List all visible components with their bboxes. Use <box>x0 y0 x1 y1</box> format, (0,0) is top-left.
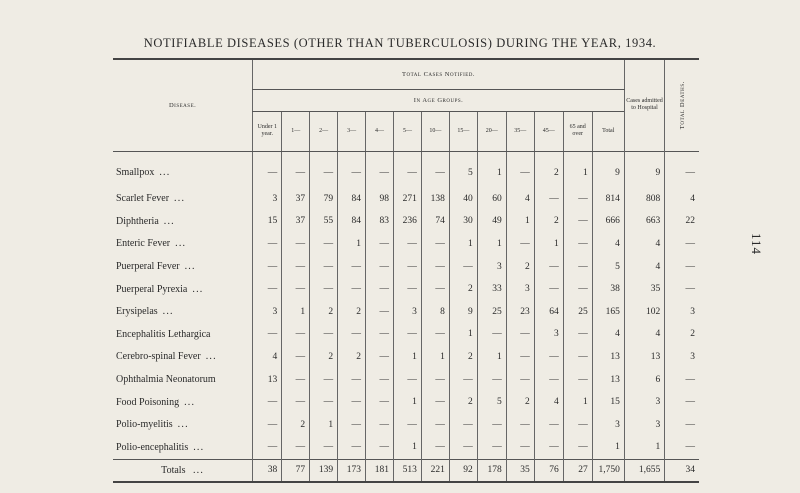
age-group-cell: — <box>534 368 563 391</box>
table-body <box>113 151 699 482</box>
age-group-cell: 1 <box>477 233 506 256</box>
age-group-cell: 98 <box>366 188 394 211</box>
age-group-cell: 2 <box>282 413 310 436</box>
total-deaths-label: Total Deaths. <box>678 81 686 130</box>
age-group-cell: 2 <box>534 151 563 188</box>
age-group-cell: — <box>366 300 394 323</box>
admitted-cell: 663 <box>624 210 664 233</box>
age-group-cell: — <box>506 151 534 188</box>
age-group-cell: — <box>253 323 282 346</box>
age-group-cell: 2 <box>449 391 477 414</box>
disease-name: Enteric Fever <box>116 238 171 250</box>
age-group-cell: 236 <box>393 210 421 233</box>
age-group-cell: 33 <box>477 278 506 301</box>
age-group-cell: 60 <box>477 188 506 211</box>
totals-label-cell <box>113 459 253 482</box>
age-group-cell: — <box>421 413 449 436</box>
age-group-cell: — <box>506 413 534 436</box>
deaths-cell: — <box>665 278 699 301</box>
age-group-cell: — <box>534 188 563 211</box>
totals-age-group-cell: 77 <box>282 459 310 482</box>
leader-dots: ... <box>205 351 217 363</box>
age-group-cell: — <box>477 436 506 459</box>
age-group-cell: — <box>310 323 338 346</box>
age-group-cell: — <box>421 368 449 391</box>
disease-name: Cerebro-spinal Fever <box>116 351 201 363</box>
age-group-cell: — <box>338 323 366 346</box>
age-group-cell: — <box>563 368 592 391</box>
age-group-cell: — <box>282 278 310 301</box>
age-group-cell: 15 <box>253 210 282 233</box>
age-group-cell: — <box>366 151 394 188</box>
age-group-cell: 64 <box>534 300 563 323</box>
disease-name-cell <box>113 278 253 301</box>
leader-dots: ... <box>162 306 174 318</box>
admitted-cell: 102 <box>624 300 664 323</box>
deaths-cell: — <box>665 151 699 188</box>
age-group-cell: — <box>393 233 421 256</box>
age-group-cell: — <box>393 151 421 188</box>
leader-dots: ... <box>192 464 205 476</box>
age-group-cell: — <box>253 151 282 188</box>
age-group-header: Under 1 year. <box>253 111 282 151</box>
age-group-cell: — <box>310 436 338 459</box>
disease-name-cell <box>113 255 253 278</box>
cases-admitted-header: Cases admitted to Hospital <box>624 59 664 151</box>
age-group-cell: — <box>506 233 534 256</box>
age-group-cell: — <box>253 436 282 459</box>
age-group-cell: — <box>310 391 338 414</box>
totals-age-group-cell: 221 <box>421 459 449 482</box>
age-group-cell: — <box>338 413 366 436</box>
age-group-cell: 1 <box>421 346 449 369</box>
table-row <box>113 300 699 323</box>
disease-name: Polio-myelitis <box>116 419 173 431</box>
deaths-cell: — <box>665 391 699 414</box>
totals-age-group-cell: 27 <box>563 459 592 482</box>
age-group-cell: 1 <box>477 346 506 369</box>
age-group-cell: 9 <box>449 300 477 323</box>
table-row <box>113 368 699 391</box>
disease-header: Disease. <box>113 59 253 151</box>
age-group-cell: — <box>563 278 592 301</box>
admitted-cell: 4 <box>624 255 664 278</box>
deaths-cell: 22 <box>665 210 699 233</box>
leader-dots: ... <box>177 419 189 431</box>
disease-name: Scarlet Fever <box>116 193 170 205</box>
age-group-cell: — <box>310 278 338 301</box>
age-group-cell: — <box>449 413 477 436</box>
table-row <box>113 323 699 346</box>
age-group-cell: — <box>393 278 421 301</box>
age-group-cell: 5 <box>477 391 506 414</box>
total-cell: 814 <box>592 188 624 211</box>
age-group-cell: — <box>338 368 366 391</box>
age-group-cell: 3 <box>506 278 534 301</box>
age-group-cell: — <box>366 233 394 256</box>
disease-name: Smallpox <box>116 167 155 178</box>
age-group-header: 1— <box>282 111 310 151</box>
age-group-header: 5— <box>393 111 421 151</box>
total-cell: 666 <box>592 210 624 233</box>
age-group-cell: — <box>393 323 421 346</box>
age-group-cell: — <box>506 436 534 459</box>
age-group-cell: — <box>563 413 592 436</box>
table-row <box>113 278 699 301</box>
age-group-cell: 30 <box>449 210 477 233</box>
age-group-cell: 4 <box>506 188 534 211</box>
total-cell: 165 <box>592 300 624 323</box>
age-group-cell: — <box>366 255 394 278</box>
age-group-cell: 25 <box>563 300 592 323</box>
table-row <box>113 391 699 414</box>
disease-name: Puerperal Fever <box>116 261 180 273</box>
disease-name-cell <box>113 323 253 346</box>
age-group-cell: — <box>393 368 421 391</box>
totals-admitted-cell: 1,655 <box>624 459 664 482</box>
admitted-cell: 3 <box>624 391 664 414</box>
age-group-cell: — <box>506 346 534 369</box>
age-group-cell: 4 <box>253 346 282 369</box>
age-group-cell: — <box>282 346 310 369</box>
leader-dots: ... <box>193 441 205 453</box>
leader-dots: ... <box>174 193 186 205</box>
age-group-cell: 1 <box>449 233 477 256</box>
total-cell: 13 <box>592 368 624 391</box>
table-row <box>113 188 699 211</box>
age-group-cell: — <box>366 346 394 369</box>
age-group-cell: — <box>393 413 421 436</box>
age-group-cell: — <box>282 436 310 459</box>
age-group-cell: 74 <box>421 210 449 233</box>
age-group-cell: 2 <box>338 300 366 323</box>
deaths-cell: — <box>665 436 699 459</box>
age-group-cell: — <box>534 278 563 301</box>
table-row <box>113 210 699 233</box>
totals-age-group-cell: 513 <box>393 459 421 482</box>
age-group-cell: 25 <box>477 300 506 323</box>
age-group-cell: — <box>253 255 282 278</box>
totals-age-group-cell: 35 <box>506 459 534 482</box>
disease-name: Erysipelas <box>116 306 158 318</box>
age-group-cell: 13 <box>253 368 282 391</box>
deaths-cell: 4 <box>665 188 699 211</box>
age-group-cell: 1 <box>563 151 592 188</box>
age-group-cell: — <box>506 368 534 391</box>
age-group-cell: — <box>310 151 338 188</box>
age-group-cell: — <box>253 278 282 301</box>
age-group-header: 20— <box>477 111 506 151</box>
age-group-cell: — <box>421 391 449 414</box>
leader-dots: ... <box>184 261 196 273</box>
age-group-cell: — <box>310 368 338 391</box>
deaths-cell: — <box>665 233 699 256</box>
admitted-cell: 808 <box>624 188 664 211</box>
age-group-cell: 3 <box>253 188 282 211</box>
disease-name-cell <box>113 436 253 459</box>
age-group-cell: — <box>477 413 506 436</box>
age-group-cell: 84 <box>338 210 366 233</box>
total-cell: 4 <box>592 323 624 346</box>
age-group-cell: — <box>449 368 477 391</box>
age-group-cell: — <box>338 436 366 459</box>
admitted-cell: 13 <box>624 346 664 369</box>
totals-age-group-cell: 38 <box>253 459 282 482</box>
leader-dots: ... <box>184 396 196 408</box>
age-group-cell: — <box>563 255 592 278</box>
age-group-cell: 5 <box>449 151 477 188</box>
age-group-cell: 23 <box>506 300 534 323</box>
age-group-cell: 1 <box>338 233 366 256</box>
admitted-cell: 35 <box>624 278 664 301</box>
age-group-cell: 1 <box>393 391 421 414</box>
age-group-cell: 2 <box>449 346 477 369</box>
age-group-cell: 2 <box>310 346 338 369</box>
deaths-cell: 3 <box>665 346 699 369</box>
age-group-cell: 1 <box>310 413 338 436</box>
disease-name: Polio-encephalitis <box>116 441 189 453</box>
disease-name-cell <box>113 210 253 233</box>
age-group-cell: — <box>366 436 394 459</box>
table-row <box>113 346 699 369</box>
disease-name-cell <box>113 368 253 391</box>
totals-age-group-cell: 92 <box>449 459 477 482</box>
disease-name-cell <box>113 233 253 256</box>
age-group-cell: — <box>366 391 394 414</box>
age-group-cell: — <box>563 346 592 369</box>
admitted-cell: 6 <box>624 368 664 391</box>
age-group-header: 10— <box>421 111 449 151</box>
age-group-cell: — <box>421 323 449 346</box>
age-group-header: 45— <box>534 111 563 151</box>
age-group-cell: — <box>563 233 592 256</box>
total-column-header: Total <box>592 111 624 151</box>
age-group-cell: 1 <box>282 300 310 323</box>
age-group-cell: 4 <box>534 391 563 414</box>
admitted-cell: 4 <box>624 233 664 256</box>
age-group-cell: — <box>421 233 449 256</box>
age-group-cell: — <box>449 436 477 459</box>
age-group-cell: — <box>563 436 592 459</box>
age-group-cell: 2 <box>506 255 534 278</box>
total-cell: 13 <box>592 346 624 369</box>
age-group-cell: — <box>506 323 534 346</box>
age-group-header: 15— <box>449 111 477 151</box>
age-group-cell: — <box>421 255 449 278</box>
age-group-cell: 1 <box>477 151 506 188</box>
table-row <box>113 255 699 278</box>
age-group-cell: 3 <box>253 300 282 323</box>
age-group-cell: 55 <box>310 210 338 233</box>
age-group-cell: 1 <box>449 323 477 346</box>
age-group-cell: — <box>563 323 592 346</box>
admitted-cell: 3 <box>624 413 664 436</box>
age-group-cell: 1 <box>393 436 421 459</box>
disease-name-cell <box>113 151 253 188</box>
age-group-cell: 37 <box>282 210 310 233</box>
age-group-cell: — <box>310 255 338 278</box>
total-cell: 3 <box>592 413 624 436</box>
age-group-cell: 138 <box>421 188 449 211</box>
disease-name-cell <box>113 391 253 414</box>
age-group-cell: 271 <box>393 188 421 211</box>
age-group-cell: — <box>338 391 366 414</box>
notifiable-diseases-table <box>113 58 699 483</box>
age-group-cell: — <box>338 278 366 301</box>
totals-age-group-cell: 173 <box>338 459 366 482</box>
totals-row <box>113 459 699 482</box>
age-group-cell: — <box>534 436 563 459</box>
disease-name-cell <box>113 346 253 369</box>
age-group-cell: — <box>338 151 366 188</box>
table-row <box>113 151 699 188</box>
age-group-cell: — <box>253 233 282 256</box>
leader-dots: ... <box>175 238 187 250</box>
deaths-cell: — <box>665 413 699 436</box>
totals-age-group-cell: 139 <box>310 459 338 482</box>
age-group-cell: — <box>477 368 506 391</box>
age-group-cell: — <box>310 233 338 256</box>
table-row <box>113 413 699 436</box>
age-group-cell: — <box>534 413 563 436</box>
total-cases-notified-header: Total Cases Notified. <box>253 59 625 89</box>
deaths-cell: — <box>665 368 699 391</box>
total-deaths-header <box>665 59 699 151</box>
age-group-cell: — <box>366 368 394 391</box>
age-group-cell: — <box>282 391 310 414</box>
age-group-cell: 2 <box>506 391 534 414</box>
age-group-cell: 3 <box>393 300 421 323</box>
table-row <box>113 436 699 459</box>
disease-name: Ophthalmia Neonatorum <box>116 374 216 386</box>
admitted-cell: 9 <box>624 151 664 188</box>
age-group-cell: — <box>282 233 310 256</box>
totals-age-group-cell: 181 <box>366 459 394 482</box>
age-group-header: 2— <box>310 111 338 151</box>
age-group-header: 3— <box>338 111 366 151</box>
age-group-cell: — <box>282 368 310 391</box>
age-group-cell: 83 <box>366 210 394 233</box>
in-age-groups-header: In Age Groups. <box>253 89 625 111</box>
deaths-cell: — <box>665 255 699 278</box>
age-group-cell: — <box>366 278 394 301</box>
age-group-cell: 1 <box>563 391 592 414</box>
totals-age-group-cell: 76 <box>534 459 563 482</box>
age-group-cell: 1 <box>393 346 421 369</box>
age-group-cell: — <box>421 436 449 459</box>
age-group-cell: — <box>282 151 310 188</box>
age-group-cell: 79 <box>310 188 338 211</box>
age-group-cell: 2 <box>534 210 563 233</box>
age-group-cell: — <box>421 278 449 301</box>
table-row <box>113 233 699 256</box>
leader-dots: ... <box>159 167 171 178</box>
page-number: 114 <box>748 232 764 256</box>
total-cell: 9 <box>592 151 624 188</box>
age-group-cell: — <box>393 255 421 278</box>
total-cell: 38 <box>592 278 624 301</box>
totals-deaths-cell: 34 <box>665 459 699 482</box>
disease-name: Encephalitis Lethargica <box>116 328 211 340</box>
age-group-cell: — <box>563 188 592 211</box>
age-group-cell: — <box>282 323 310 346</box>
disease-name: Puerperal Pyrexia <box>116 283 188 295</box>
totals-label: Totals <box>161 464 186 476</box>
totals-total-cell: 1,750 <box>592 459 624 482</box>
age-group-cell: — <box>421 151 449 188</box>
age-group-cell: 40 <box>449 188 477 211</box>
deaths-cell: 3 <box>665 300 699 323</box>
disease-name-cell <box>113 188 253 211</box>
total-cell: 15 <box>592 391 624 414</box>
age-group-cell: 37 <box>282 188 310 211</box>
deaths-cell: 2 <box>665 323 699 346</box>
admitted-cell: 1 <box>624 436 664 459</box>
age-group-cell: — <box>534 346 563 369</box>
age-group-header: 4— <box>366 111 394 151</box>
age-group-cell: 2 <box>310 300 338 323</box>
age-group-cell: — <box>338 255 366 278</box>
age-group-cell: — <box>253 413 282 436</box>
totals-age-group-cell: 178 <box>477 459 506 482</box>
total-cell: 5 <box>592 255 624 278</box>
age-group-cell: 84 <box>338 188 366 211</box>
age-group-header: 35— <box>506 111 534 151</box>
age-group-cell: — <box>366 413 394 436</box>
admitted-cell: 4 <box>624 323 664 346</box>
age-group-cell: — <box>477 323 506 346</box>
age-group-cell: — <box>253 391 282 414</box>
disease-name: Diphtheria <box>116 215 159 227</box>
age-group-cell: — <box>534 255 563 278</box>
age-group-cell: 8 <box>421 300 449 323</box>
age-group-cell: — <box>282 255 310 278</box>
age-group-cell: 3 <box>534 323 563 346</box>
leader-dots: ... <box>192 283 204 295</box>
age-group-cell: 1 <box>534 233 563 256</box>
age-group-cell: 2 <box>338 346 366 369</box>
age-group-cell: 1 <box>506 210 534 233</box>
age-group-cell: 3 <box>477 255 506 278</box>
age-group-cell: 2 <box>449 278 477 301</box>
disease-name: Food Poisoning <box>116 396 180 408</box>
age-group-cell: — <box>449 255 477 278</box>
leader-dots: ... <box>163 215 175 227</box>
disease-name-cell <box>113 413 253 436</box>
table-header <box>113 59 699 151</box>
disease-name-cell <box>113 300 253 323</box>
total-cell: 4 <box>592 233 624 256</box>
age-group-cell: 49 <box>477 210 506 233</box>
total-cell: 1 <box>592 436 624 459</box>
age-group-cell: — <box>366 323 394 346</box>
page-title: NOTIFIABLE DISEASES (OTHER THAN TUBERCULOSIS) DURING THE YEAR, 1934. <box>143 36 657 50</box>
age-group-cell: — <box>563 210 592 233</box>
age-group-header: 65 and over <box>563 111 592 151</box>
